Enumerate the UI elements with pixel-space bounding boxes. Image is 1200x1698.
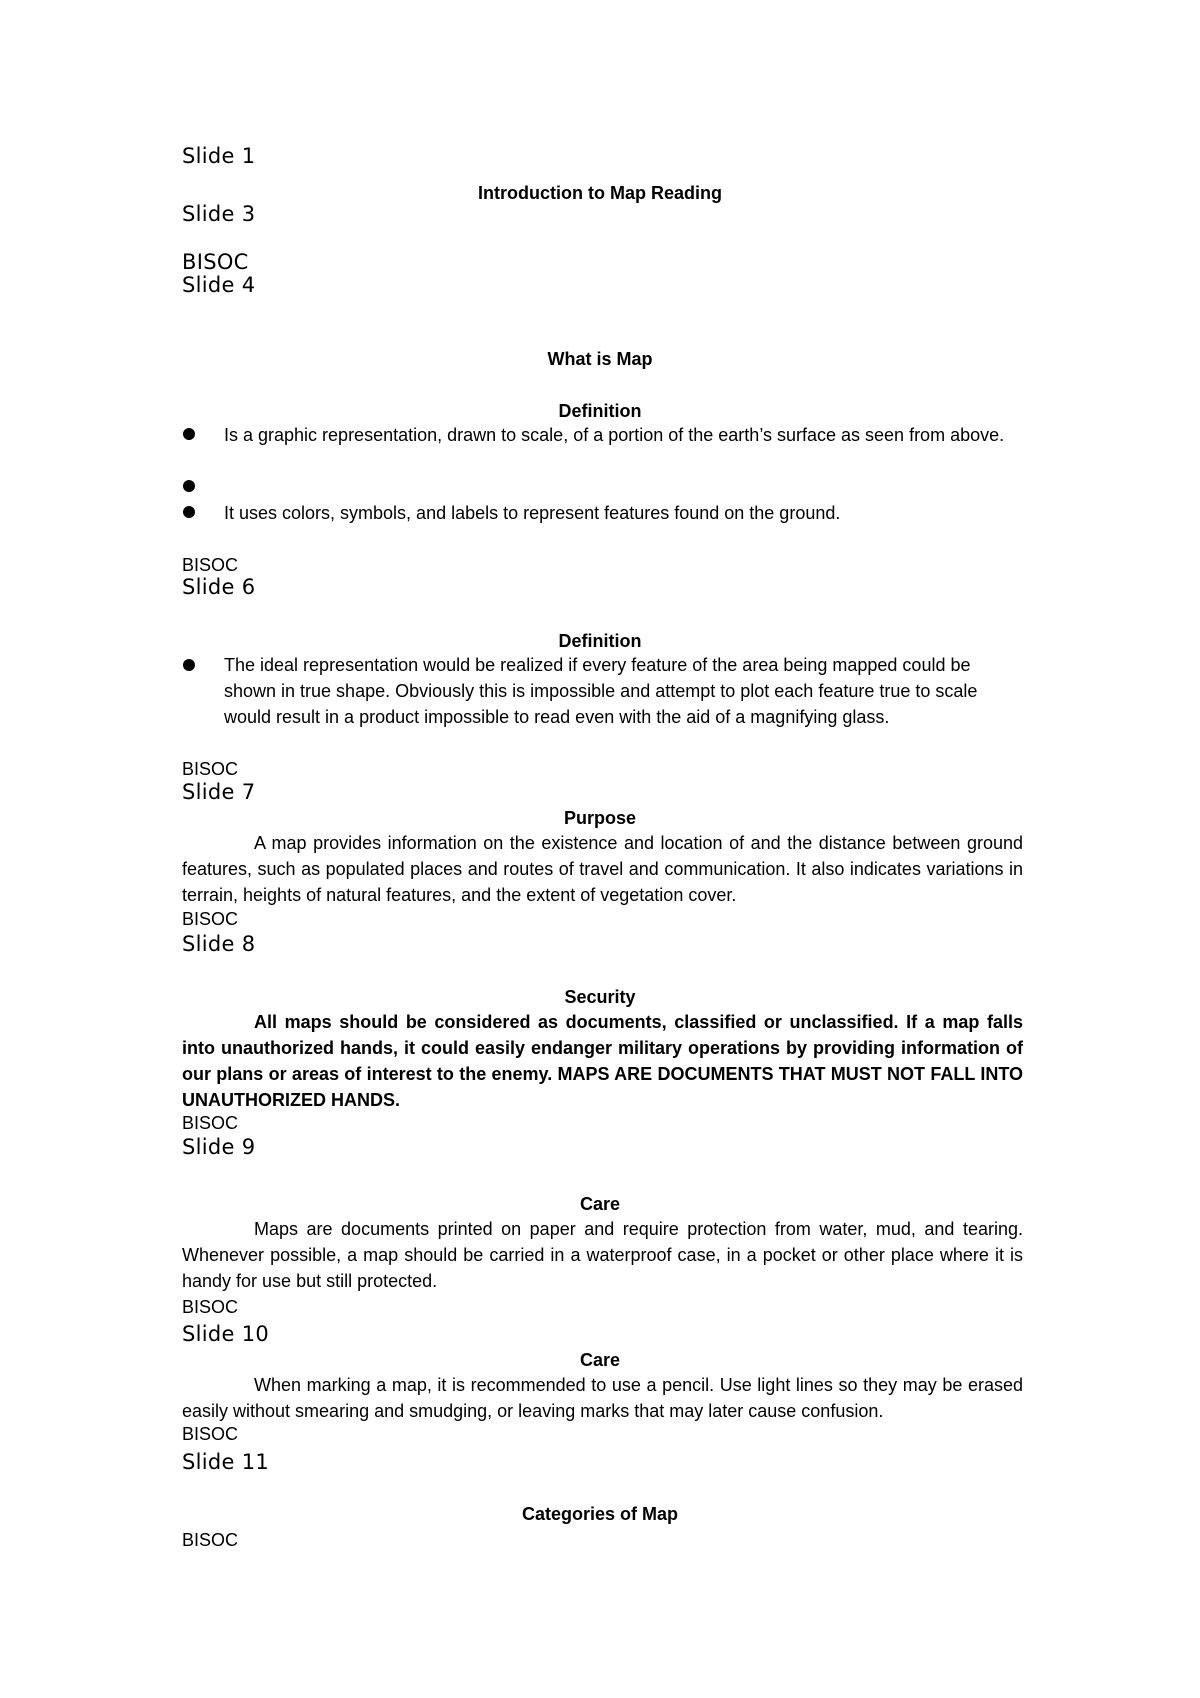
bullet-icon: [183, 428, 195, 440]
bisoc-label: BISOC: [182, 759, 239, 779]
slide-11-label: Slide 11: [182, 1450, 270, 1474]
definition-bullet-1: Is a graphic representation, drawn to scale, of a portion of the earth’s surface as seen from above.: [224, 425, 1005, 445]
bisoc-label: BISOC: [182, 1530, 239, 1550]
care-paragraph: When marking a map, it is recommended to use a pencil. Use light lines so they may be erased easily without smearing and smudging, or leaving marks that may later cause confusion.: [182, 1375, 1023, 1421]
definition-bullet-3: It uses colors, symbols, and labels to represent features found on the ground.: [224, 503, 841, 523]
definition-bullet: The ideal representation would be realized if every feature of the area being mapped could be shown in true shape. Obviously this is impossible and attempt to plot each feature true to scale would result in a product impossible to read even with the aid of a magnifying glass.: [224, 655, 978, 727]
slide-7-label: Slide 7: [182, 780, 256, 804]
definition-heading: Definition: [558, 401, 642, 421]
care-heading: Care: [579, 1350, 621, 1370]
bisoc-label: BISOC: [182, 909, 239, 929]
bisoc-label: BISOC: [182, 1297, 239, 1317]
slide-10-label: Slide 10: [182, 1322, 270, 1346]
categories-heading: Categories of Map: [521, 1504, 679, 1524]
slide-6-label: Slide 6: [182, 575, 256, 599]
bisoc-label: BISOC: [182, 1113, 239, 1133]
definition-heading: Definition: [558, 631, 642, 651]
slide-4-label: Slide 4: [182, 273, 256, 297]
care-paragraph: Maps are documents printed on paper and require protection from water, mud, and tearing. Whenever possible, a map should be carried in a waterproof case, in a pocket or other place where it is handy for use but still protected.: [182, 1219, 1023, 1291]
bullet-icon: [183, 506, 195, 518]
bisoc-label: BISOC: [182, 1424, 239, 1444]
security-paragraph: All maps should be considered as documents, classified or unclassified. If a map falls into unauthorized hands, it could easily endanger military operations by providing information of our plans or areas of interest to the enemy. MAPS ARE DOCUMENTS THAT MUST NOT FALL INTO UNAUTHORIZED HANDS.: [182, 1012, 1023, 1110]
slide-9-label: Slide 9: [182, 1135, 256, 1159]
what-is-map-heading: What is Map: [547, 349, 653, 369]
slide-8-label: Slide 8: [182, 932, 256, 956]
bisoc-label: BISOC: [182, 250, 249, 274]
document-title: Introduction to Map Reading: [478, 183, 722, 203]
slide-1-label: Slide 1: [182, 144, 256, 168]
bisoc-label: BISOC: [182, 555, 239, 575]
bullet-icon: [183, 659, 195, 671]
bullet-icon: [183, 480, 195, 492]
slide-3-label: Slide 3: [182, 202, 256, 226]
care-heading: Care: [579, 1194, 621, 1214]
security-heading: Security: [564, 987, 636, 1007]
purpose-heading: Purpose: [563, 808, 637, 828]
purpose-paragraph: A map provides information on the existence and location of and the distance between ground features, such as populated places and routes of travel and communication. It also indicates variations in terrain, heights of natural features, and the extent of vegetation cover.: [182, 833, 1023, 905]
